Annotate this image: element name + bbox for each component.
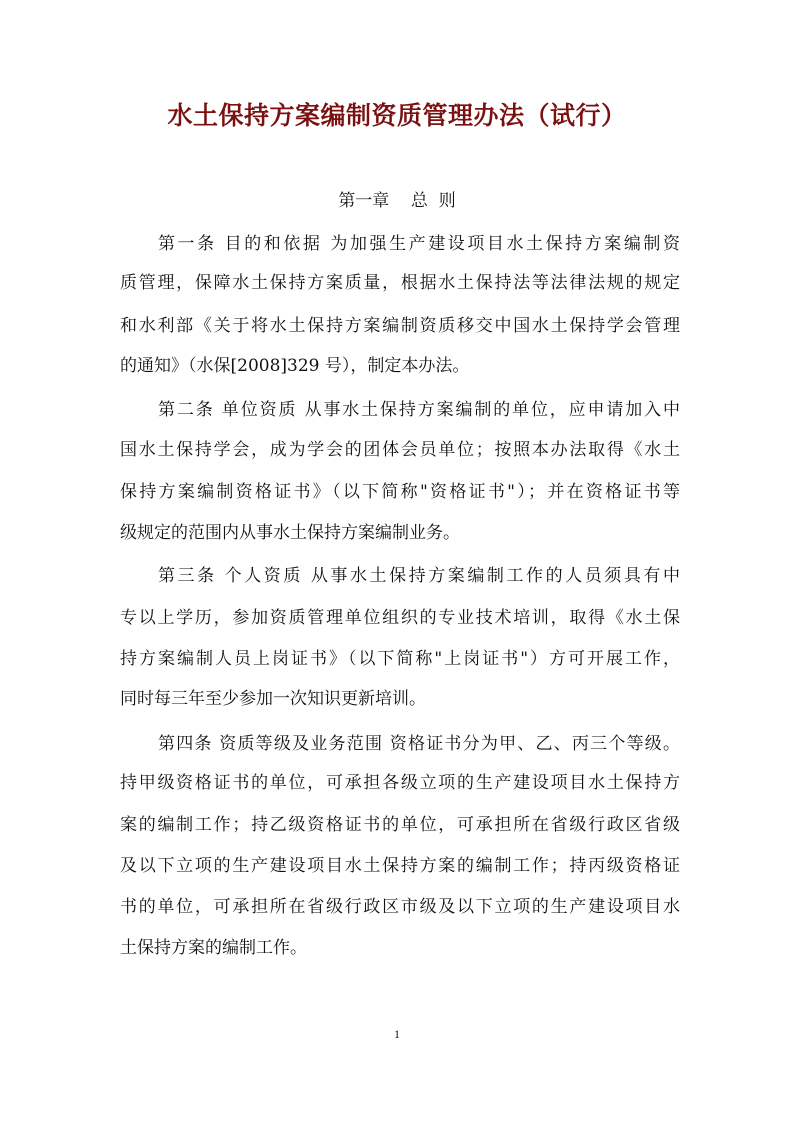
article-4-line-5: 书的单位，可承担所在省级行政区市级及以下立项的生产建设项目水 [120, 897, 680, 917]
article-1-line-2: 质管理，保障水土保持方案质量，根据水土保持法等法律法规的规定 [120, 273, 680, 293]
article-2-line-4: 级规定的范围内从事水土保持方案编制业务。 [120, 523, 460, 543]
article-1-line-3: 和水利部《关于将水土保持方案编制资质移交中国水土保持学会管理 [120, 316, 680, 336]
chapter-heading: 第一章 总 则 [338, 191, 456, 211]
article-3-line-3: 持方案编制人员上岗证书》（以下简称"上岗证书"）方可开展工作， [120, 649, 680, 669]
article-4-line-4: 及以下立项的生产建设项目水土保持方案的编制工作；持丙级资格证 [120, 856, 680, 876]
article-3-line-1: 第三条 个人资质 从事水土保持方案编制工作的人员须具有中 [158, 566, 680, 586]
article-4-line-1: 第四条 资质等级及业务范围 资格证书分为甲、乙、丙三个等级。 [158, 734, 680, 754]
document-title: 水土保持方案编制资质管理办法（试行） [167, 101, 627, 130]
article-2-line-3: 保持方案编制资格证书》（以下简称"资格证书"）；并在资格证书等 [120, 482, 680, 502]
article-2-line-1: 第二条 单位资质 从事水土保持方案编制的单位，应申请加入中 [158, 400, 680, 420]
article-2-line-2: 国水土保持学会，成为学会的团体会员单位；按照本办法取得《水土 [120, 440, 680, 460]
article-4-line-6: 土保持方案的编制工作。 [120, 938, 307, 958]
article-1-line-4: 的通知》（水保[2008]329 号），制定本办法。 [120, 356, 470, 376]
article-3-line-2: 专以上学历，参加资质管理单位组织的专业技术培训，取得《水土保 [120, 608, 680, 628]
article-4-line-3: 案的编制工作；持乙级资格证书的单位，可承担所在省级行政区省级 [120, 815, 680, 835]
article-1-line-1: 第一条 目的和依据 为加强生产建设项目水土保持方案编制资 [158, 234, 680, 254]
article-4-line-2: 持甲级资格证书的单位，可承担各级立项的生产建设项目水土保持方 [120, 773, 680, 793]
article-3-line-4: 同时每三年至少参加一次知识更新培训。 [120, 689, 426, 709]
page-number: 1 [394, 1027, 400, 1041]
